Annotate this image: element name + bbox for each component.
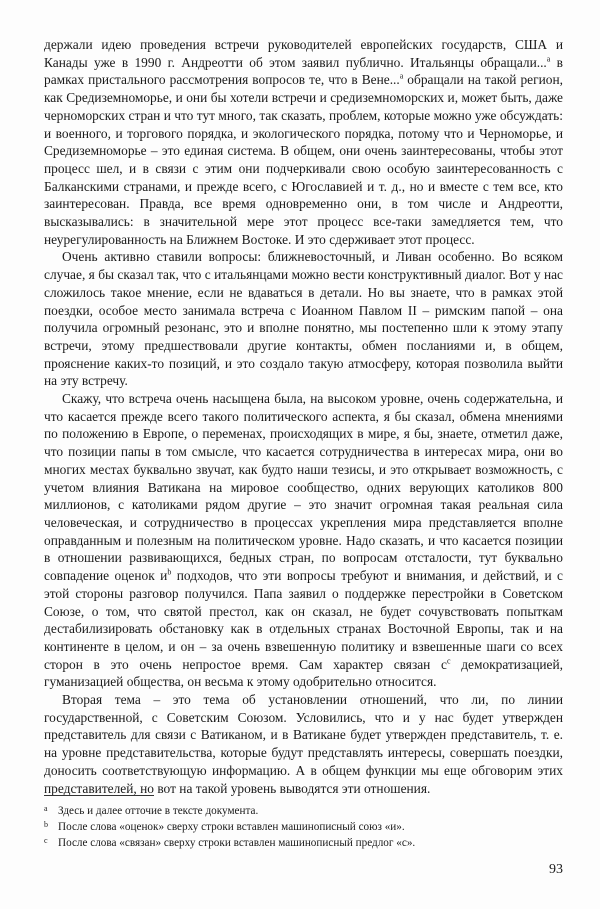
paragraph-text: демократизацией, гуманизацией общества, он весьма к этому одобрительно относится. [44,656,563,690]
footnote-mark: c [44,836,48,845]
footnote-divider [44,795,154,796]
footnote-a [44,803,563,819]
footnotes [44,803,563,851]
footnote-c [44,835,563,851]
footnote-ref-c: c [446,656,451,666]
paragraph-text: держали идею проведения встречи руководителей европейских государств, США и Канады уже в 1990 г. Андреотти об этом заявил публично. Итальянцы обращали... [44,37,563,70]
paragraph-text: в рамках пристального рассмотрения вопросов те, что в Вене... [44,54,564,88]
footnote-b [44,819,563,835]
footnote-text: Здесь и далее отточие в тексте документа. [58,805,259,817]
paragraph-text: подходов, что эти вопросы требуют и внимания, и действий, и с этой стороны разговор получился. Папа заявил о поддержке перестройки в Советском Союзе, о том, что святой престол, как он сказал, не будет сочувствовать попыткам дестабилизировать обстановку как в отдельных странах Восточной Европы, так и на континенте в целом, и он – за очень взвешенную политику и взвешенные шаги со всех сторон в это очень непростое время. Сам характер связан с [44,568,563,672]
footnote-text: После слова «оценок» сверху строки вставлен машинописный союз «и». [58,821,405,833]
paragraph-text: Очень активно ставили вопросы: ближневосточный, и Ливан особенно. Во всяком случае, я бы сказал так, что с итальянцами можно вести конструктивный диалог. Вот у нас сложилось такое мнение, если не вдаваться в детали. Но вы знаете, что в рамках этой поездки, особое место занимала встреча с Иоанном Павлом II – римским папой – она получила огромный резонанс, это и вполне понятно, мы постепенно шли к этому этапу встречи, этому предшествовали другие контакты, обмен посланиями и, в общем, прояснение каких-то позиций, и это создало такую атмосферу, которая позволила выйти на эту встречу. [44,249,563,389]
footnote-mark: a [44,804,48,813]
footnote-ref-b: b [167,567,172,577]
footnote-mark: b [44,820,48,829]
body-text [44,36,563,797]
footnote-text: После слова «связан» сверху строки вставлен машинописный предлог «с». [58,837,416,849]
paragraph-text: обращали на такой регион, как Средиземноморье, и они бы хотели встречи и средиземноморских и, может быть, даже черноморских стран и что тут много, так сказать, проблем, которые можно уже обсуждать: и военного, и торгового порядка, и экологического порядка, потому что и Черноморье, и Средиземноморье – это единая система. В общем, они очень заинтересованы, чтобы этот процесс шел, и в связи с этим они подчеркивали свою особую заинтересованность с Балканскими странами, и прежде всего, с Югославией и т. д., но и вместе с тем все, кто заинтересован. Правда, все время одновременно они, в том числе и Андреотти, высказывались: в значительной мере этот процесс все-таки замедляется тем, что неурегулированность на Ближнем Востоке. И это сдерживает этот процесс. [44,72,563,247]
paragraph-text: Вторая тема – это тема об установлении отношений, что ли, по линии государственной, с Советским Союзом. Условились, что и у нас будет утвержден представитель для связи с Ватиканом, и в Ватикане будет утвержден представитель, т. е. на уровне представительства, которые будут представлять интересы, совершать поездки, доносить соответствующую информацию. А в общем функции мы еще обговорим этих представителей, но вот на такой уровень выводятся эти отношения. [44,692,563,796]
paragraph-4 [44,691,563,797]
footnote-ref-a: a [546,54,551,64]
footnote-ref-a: a [399,71,404,81]
paragraph-1 [44,36,563,248]
page-number: 93 [549,862,563,877]
paragraph-3 [44,390,563,691]
paragraph-text: Скажу, что встреча очень насыщена была, на высоком уровне, очень содержательна, и что касается прежде всего такого политического аспекта, я бы сказал, обмена мнениями по положению в Европе, о переменах, происходящих в мире, я бы, знаете, отметил даже, что позиции папы в том смысле, что касается сотрудничества в интересах мира, они во многих местах буквально звучат, как будто наши тезисы, и это открывает возможность, с учетом влияния Ватикана на мировое сообщество, одних верующих католиков 800 миллионов, с католиками рядом другие – это значит огромная такая реальная сила человеческая, и сотрудничество в процессах укрепления мира представляется вполне оправданным и полезным на политическом уровне. Надо сказать, и что касается позиции в отношении развивающихся, бедных стран, по вопросам отсталости, тут буквально совпадение оценок и [44,391,563,584]
paragraph-2 [44,248,563,390]
